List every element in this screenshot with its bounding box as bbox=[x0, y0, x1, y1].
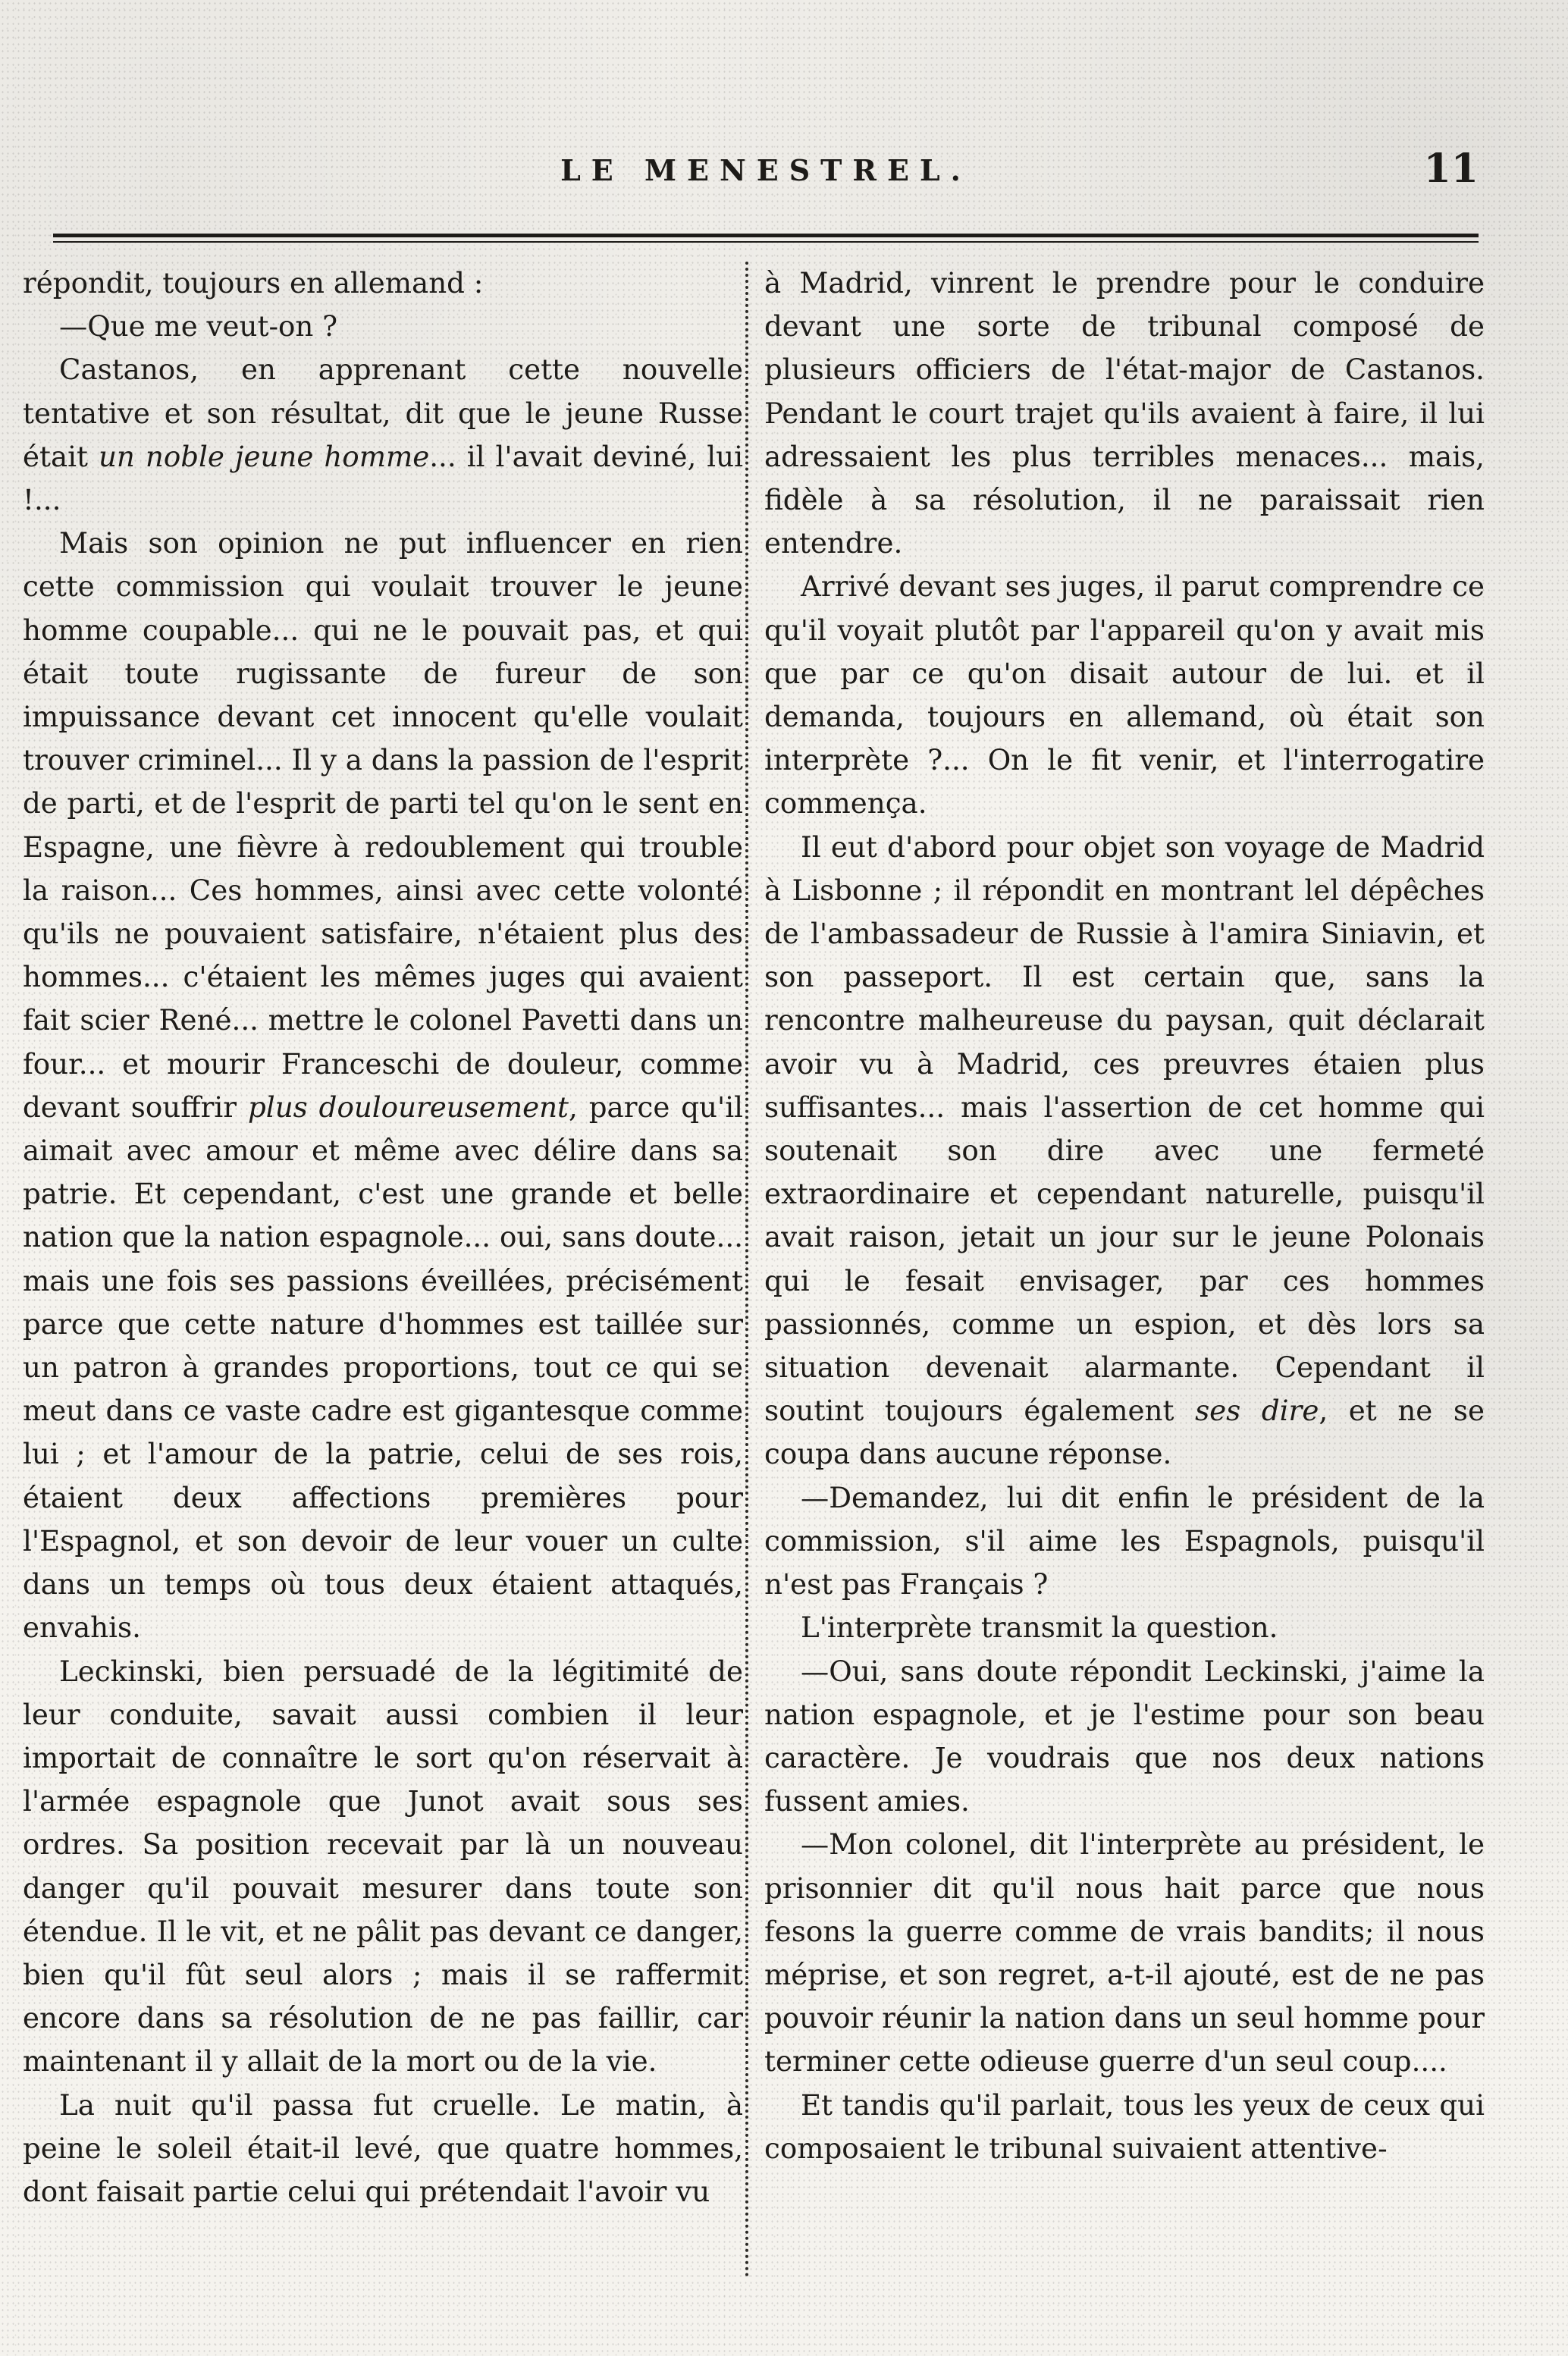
page-number: 11 bbox=[1423, 146, 1479, 192]
paragraph: —Mon colonel, dit l'interprète au président, le prisonnier dit qu'il nous hait parce que nous fesons la guerre comme de vrais bandits; il nous méprise, et son regret, a-t-il ajouté, est de ne pas pouvoir réunir la nation dans un seul homme pour terminer cette odieuse guerre d'un seul coup.... bbox=[764, 1827, 1485, 2078]
header-rule-thick bbox=[53, 234, 1479, 237]
paragraph: Et tandis qu'il parlait, tous les yeux de ceux qui composaient le tribunal suivaient attentive- bbox=[764, 2088, 1485, 2165]
paragraph: Leckinski, bien persuadé de la légitimité de leur conduite, savait aussi combien il leur importait de connaître le sort qu'on réservait à l'armée espagnole que Junot avait sous ses ordres. Sa position recevait par là un nouveau danger qu'il pouvait mesurer dans toute son étendue. Il le vit, et ne pâlit pas devant ce danger, bien qu'il fût seul alors ; mais il se raffermit encore dans sa résolution de ne pas faillir, car maintenant il y allait de la mort ou de la vie. bbox=[23, 1654, 743, 2078]
column-divider bbox=[745, 262, 748, 2279]
paragraph: —Que me veut-on ? bbox=[59, 309, 338, 344]
header-rule-thin bbox=[53, 241, 1479, 243]
paragraph: répondit, toujours en allemand : bbox=[23, 266, 484, 300]
paragraph: Mais son opinion ne put influencer en rien cette commission qui voulait trouver le jeune homme coupable... qui ne le pouvait pas, et qui était toute rugissante de fureur de son impuissance devant cet innocent qu'elle voulait trouver criminel... Il y a dans la passion de l'esprit de parti, et de l'esprit de parti tel qu'on le sent en Espagne, une fièvre à redoublement qui trouble la raison... Ces hommes, ainsi avec cette volonté qu'ils ne pouvaient satisfaire, n'étaient plus des hommes... c'étaient les mêmes juges qui avaient fait scier René... mettre le colonel Pavetti dans un four... et mourir Franceschi de douleur, comme devant souffrir plus douloureusement, parce qu'il aimait avec amour et même avec délire dans sa patrie. Et cependant, c'est une grande et belle nation que la nation espagnole... oui, sans doute... mais une fois ses passions éveillées, précisément parce que cette nature d'hommes est taillée sur un patron à grandes proportions, tout ce qui se meut dans ce vaste cadre est gigantesque comme lui ; et l'amour de la patrie, celui de ses rois, étaient deux affections premières pour l'Espagnol, et son devoir de leur vouer un culte dans un temps où tous deux étaient attaqués, envahis. bbox=[23, 526, 743, 1645]
paragraph: —Oui, sans doute répondit Leckinski, j'aime la nation espagnole, et je l'estime pour son beau caractère. Je voudrais que nos deux nations fussent amies. bbox=[764, 1654, 1485, 1818]
paragraph: La nuit qu'il passa fut cruelle. Le matin, à peine le soleil était-il levé, que quatre hommes, dont faisait partie celui qui prétendait l'avoir vu bbox=[23, 2088, 743, 2208]
left-column bbox=[23, 262, 743, 2279]
paragraph: Il eut d'abord pour objet son voyage de Madrid à Lisbonne ; il répondit en montrant lel dépêches de l'ambassadeur de Russie à l'amira Siniavin, et son passeport. Il est certain que, sans la rencontre malheureuse du paysan, quit déclarait avoir vu à Madrid, ces preuvres étaien plus suffisantes... mais l'assertion de cet homme qui soutenait son dire avec une fermeté extraordinaire et cependant naturelle, puisqu'il avait raison, jetait un jour sur le jeune Polonais qui le fesait envisager, par ces hommes passionnés, comme un espion, et dès lors sa situation devenait alarmante. Cependant il soutint toujours également ses dire, et ne se coupa dans aucune réponse. bbox=[764, 830, 1485, 1471]
paragraph: L'interprète transmit la question. bbox=[801, 1611, 1278, 1645]
paragraph: —Demandez, lui dit enfin le président de la commission, s'il aime les Espagnols, puisqu'il n'est pas Français ? bbox=[764, 1480, 1485, 1602]
page-header bbox=[53, 146, 1479, 196]
paragraph: à Madrid, vinrent le prendre pour le conduire devant une sorte de tribunal composé de plusieurs officiers de l'état-major de Castanos. Pendant le court trajet qu'ils avaient à faire, il lui adressaient les plus terribles menaces... mais, fidèle à sa résolution, il ne paraissait rien entendre. bbox=[764, 266, 1485, 560]
paragraph: Castanos, en apprenant cette nouvelle tentative et son résultat, dit que le jeune Russe était un noble jeune homme... il l'avait deviné, lui !... bbox=[23, 353, 743, 517]
running-title: LE MENESTREL. bbox=[560, 153, 971, 187]
right-column bbox=[764, 262, 1485, 2279]
paragraph: Arrivé devant ses juges, il parut comprendre ce qu'il voyait plutôt par l'appareil qu'on y avait mis que par ce qu'on disait autour de lui. et il demanda, toujours en allemand, où était son interprète ?... On le fit venir, et l'interrogatire commença. bbox=[764, 569, 1485, 820]
